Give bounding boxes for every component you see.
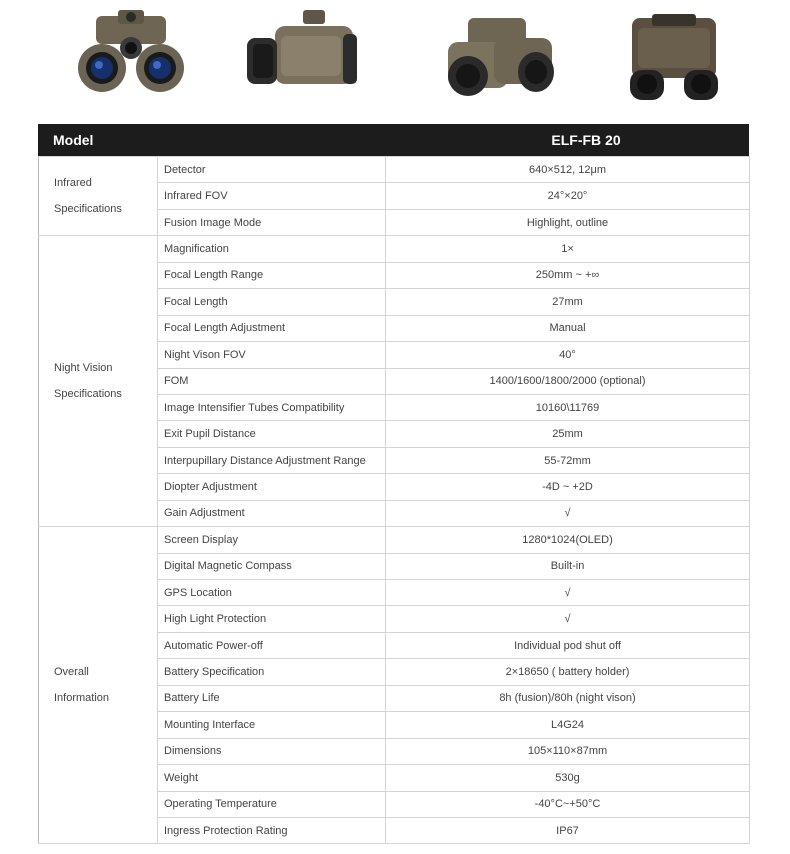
spec-label: Diopter Adjustment xyxy=(158,474,386,500)
spec-label: Mounting Interface xyxy=(158,712,386,738)
table-row xyxy=(39,236,750,262)
category-cell xyxy=(39,236,158,527)
category-label: Infrared xyxy=(54,177,92,190)
spec-label: Ingress Protection Rating xyxy=(158,817,386,843)
spec-value: 8h (fusion)/80h (night vison) xyxy=(386,685,750,711)
spec-value: √ xyxy=(386,580,750,606)
category-label: Overall xyxy=(54,666,89,679)
night-vision-goggle-rear-icon xyxy=(626,14,722,104)
spec-value: 1400/1600/1800/2000 (optional) xyxy=(386,368,750,394)
spec-label: Interpupillary Distance Adjustment Range xyxy=(158,447,386,473)
spec-value: 530g xyxy=(386,765,750,791)
spec-value: 24°×20° xyxy=(386,183,750,209)
spec-label: Image Intensifier Tubes Compatibility xyxy=(158,394,386,420)
table-header xyxy=(38,124,749,156)
table-row xyxy=(39,527,750,553)
spec-value: 2×18650 ( battery holder) xyxy=(386,659,750,685)
spec-value: 10160\11769 xyxy=(386,394,750,420)
spec-label: Gain Adjustment xyxy=(158,500,386,526)
category-label: Information xyxy=(54,692,110,705)
spec-label: Battery Specification xyxy=(158,659,386,685)
category-cell xyxy=(39,157,158,236)
spec-value: 250mm ~ +∞ xyxy=(386,262,750,288)
night-vision-goggle-angle-icon xyxy=(438,14,560,100)
spec-label: Detector xyxy=(158,157,386,183)
spec-label: GPS Location xyxy=(158,580,386,606)
model-label: Model xyxy=(53,132,94,148)
spec-value: IP67 xyxy=(386,817,750,843)
spec-label: Operating Temperature xyxy=(158,791,386,817)
spec-label: Magnification xyxy=(158,236,386,262)
spec-value: 55-72mm xyxy=(386,447,750,473)
spec-value: -4D ~ +2D xyxy=(386,474,750,500)
category-label: Specifications xyxy=(54,203,122,216)
spec-label: Fusion Image Mode xyxy=(158,209,386,235)
night-vision-goggle-front-icon xyxy=(76,8,186,96)
spec-label: Night Vison FOV xyxy=(158,342,386,368)
spec-label: Battery Life xyxy=(158,685,386,711)
product-photos xyxy=(0,0,790,118)
spec-value: Built-in xyxy=(386,553,750,579)
spec-value: √ xyxy=(386,500,750,526)
product-name: ELF-FB 20 xyxy=(551,132,621,148)
spec-table xyxy=(38,156,750,844)
spec-value: 1× xyxy=(386,236,750,262)
spec-label: Focal Length Adjustment xyxy=(158,315,386,341)
spec-label: Focal Length xyxy=(158,289,386,315)
spec-label: High Light Protection xyxy=(158,606,386,632)
spec-label: Focal Length Range xyxy=(158,262,386,288)
spec-value: 105×110×87mm xyxy=(386,738,750,764)
spec-value: √ xyxy=(386,606,750,632)
spec-label: Screen Display xyxy=(158,527,386,553)
category-cell xyxy=(39,527,158,844)
category-label: Night Vision xyxy=(54,362,113,375)
spec-label: Dimensions xyxy=(158,738,386,764)
spec-value: 1280*1024(OLED) xyxy=(386,527,750,553)
spec-value: 40° xyxy=(386,342,750,368)
table-row xyxy=(39,157,750,183)
spec-label: Exit Pupil Distance xyxy=(158,421,386,447)
spec-value: Highlight, outline xyxy=(386,209,750,235)
spec-label: Infrared FOV xyxy=(158,183,386,209)
spec-value: -40°C~+50°C xyxy=(386,791,750,817)
spec-value: L4G24 xyxy=(386,712,750,738)
spec-value: 27mm xyxy=(386,289,750,315)
spec-value: Individual pod shut off xyxy=(386,632,750,658)
night-vision-goggle-side-icon xyxy=(245,8,360,92)
spec-label: Automatic Power-off xyxy=(158,632,386,658)
category-label: Specifications xyxy=(54,388,122,401)
spec-label: Weight xyxy=(158,765,386,791)
spec-label: Digital Magnetic Compass xyxy=(158,553,386,579)
spec-value: 640×512, 12μm xyxy=(386,157,750,183)
spec-label: FOM xyxy=(158,368,386,394)
spec-value: 25mm xyxy=(386,421,750,447)
spec-value: Manual xyxy=(386,315,750,341)
